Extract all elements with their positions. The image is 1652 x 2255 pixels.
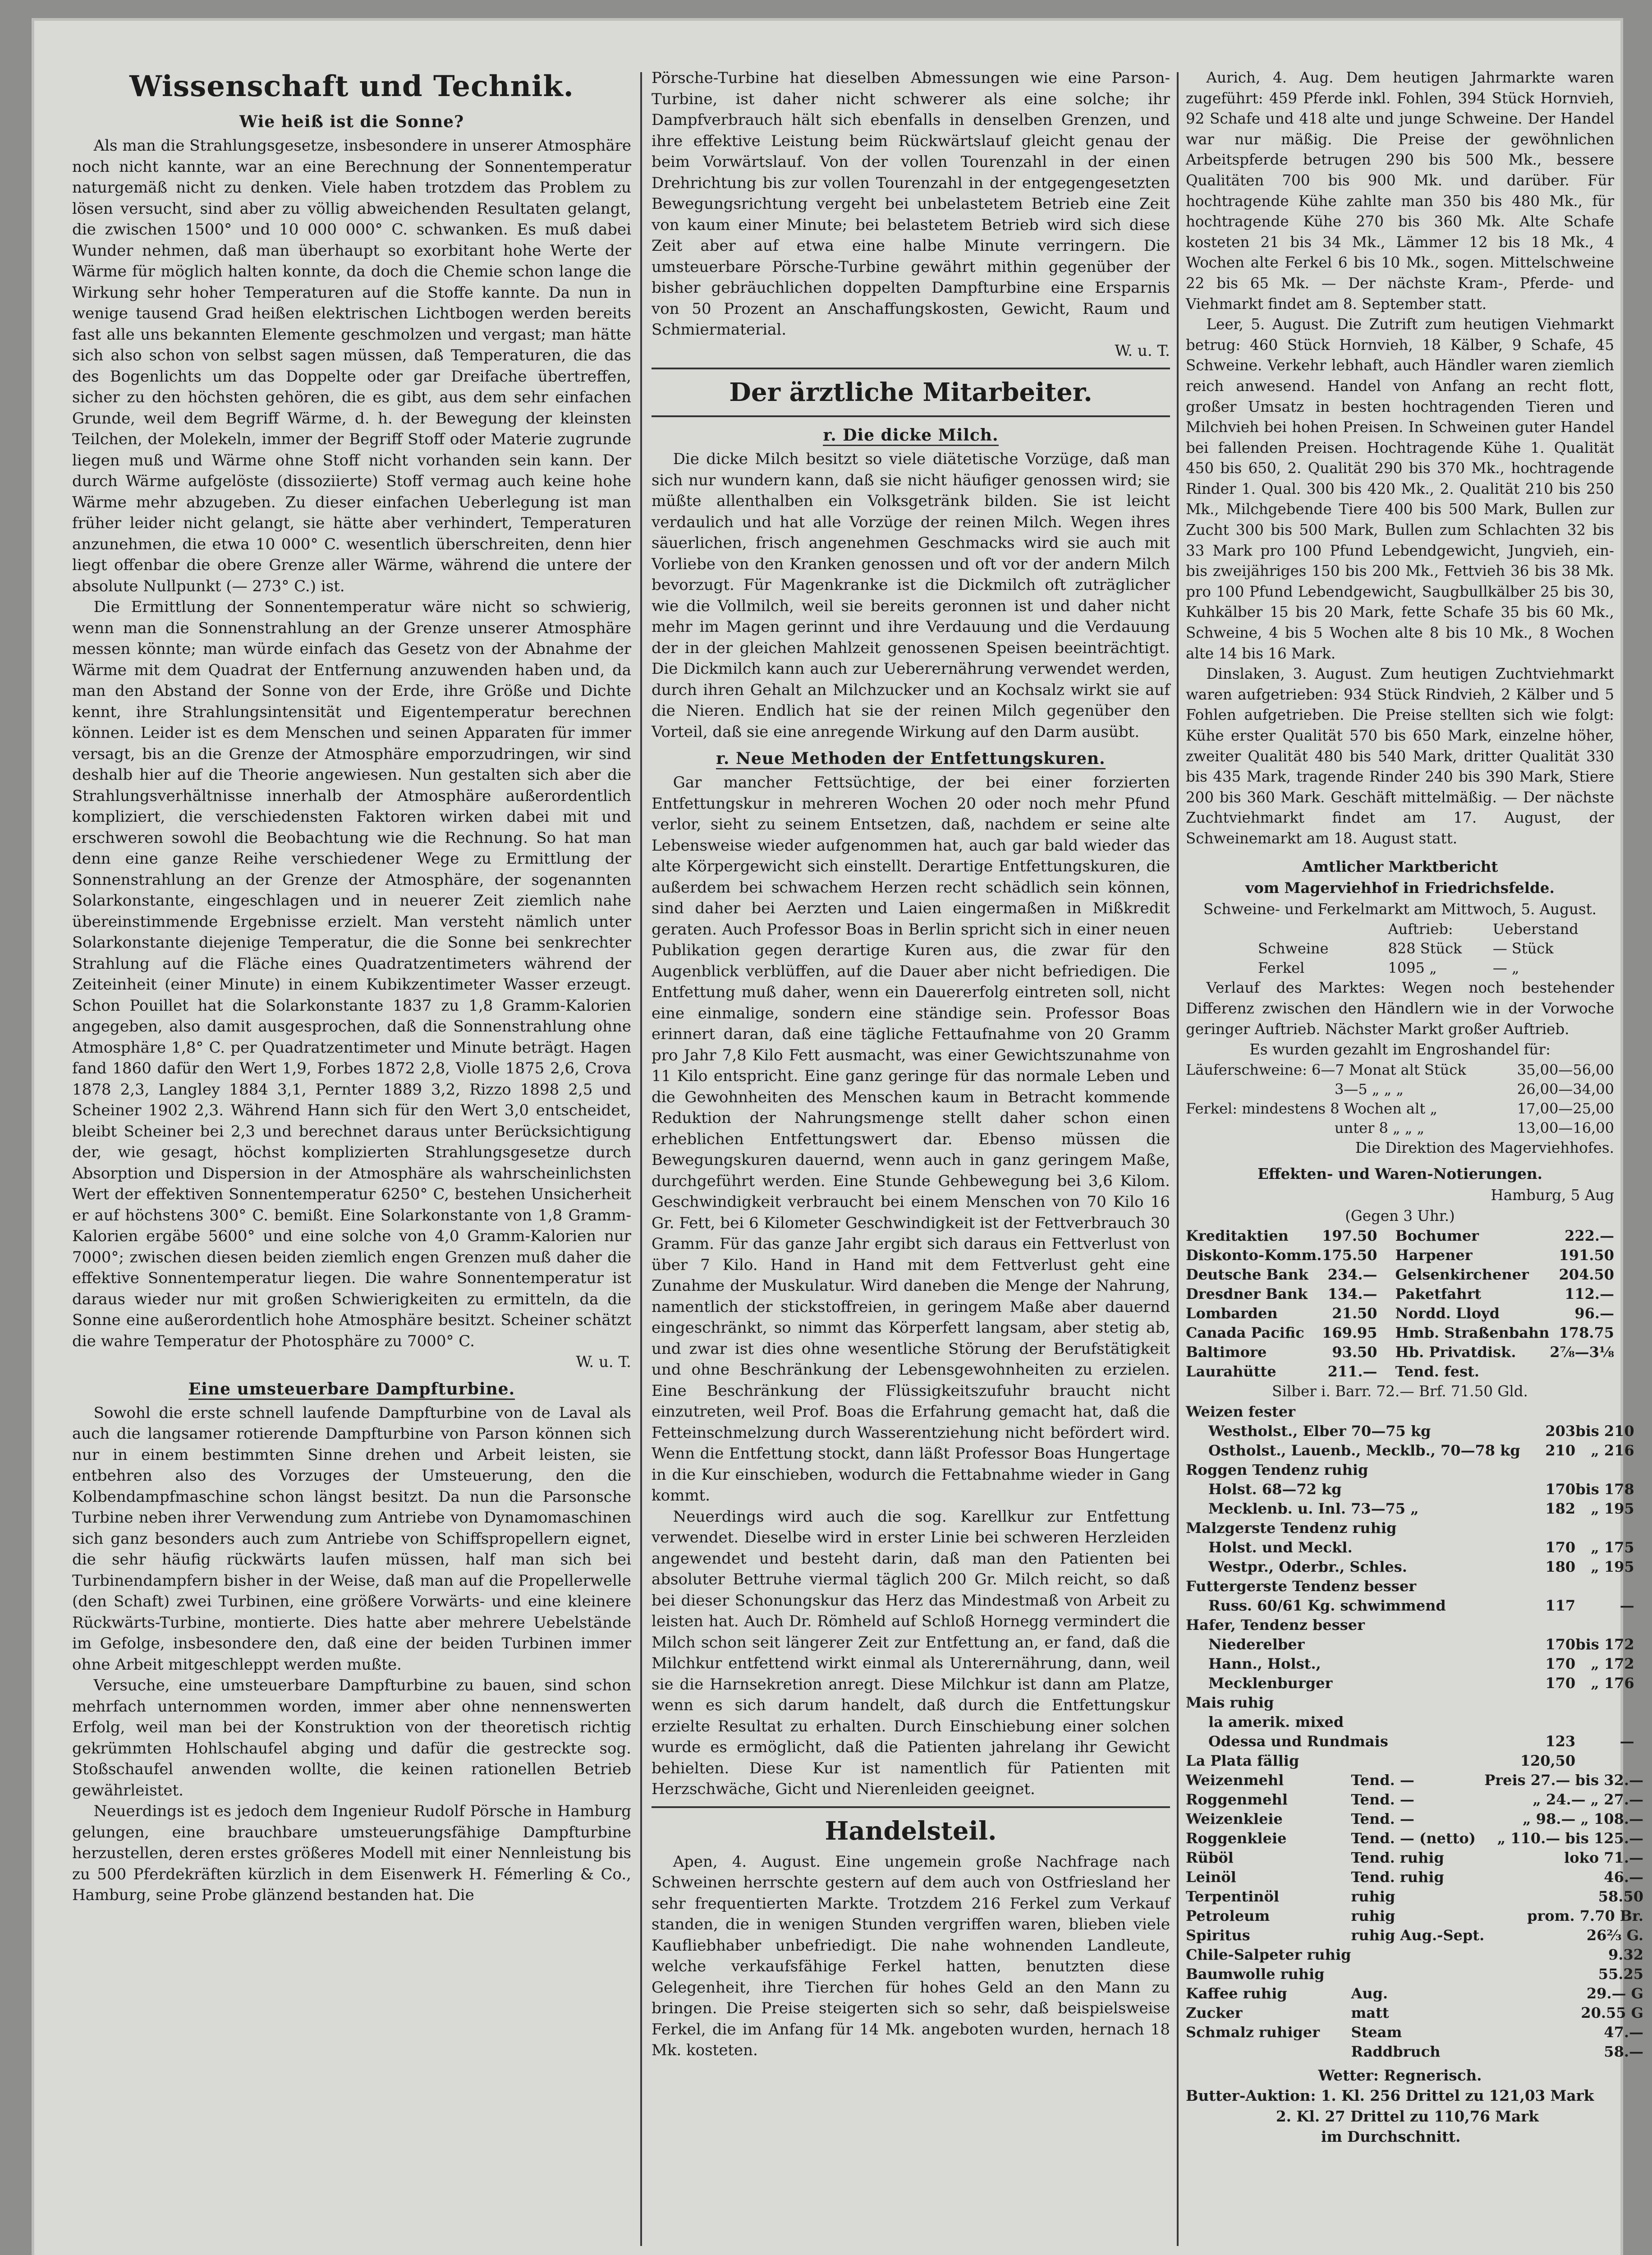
table-cell: 175.50 (1322, 1247, 1377, 1264)
table-cell: 170 (1545, 1538, 1576, 1556)
divider (652, 1806, 1170, 1808)
table-cell: — „ (1492, 959, 1519, 977)
table-cell: Mecklenb. u. Inl. 73—75 „ (1208, 1500, 1419, 1517)
article-paragraph: Gar mancher Fettsüchtige, der bei einer forzierten Entfettungskur in mehreren Wochen 20 oder noch mehr Pfund verlor, sieht zu seinem Entsetzen, daß, nachdem er seine alte Lebensweise wieder aufgenommen hat, auch gar bald wieder das alte Körpergewicht sich einstellt. Derartige Entfettungskuren, die außerdem bei schwachem Herzen recht schädlich sein können, sind daher bei Aerzten und Laien eingermaßen in Mißkredit geraten. Auch Professor Boas in Berlin spricht sich in einer neuen Publikation gegen derartige Kuren aus, die zwar für den Augenblick verblüffen, auf die Dauer aber nicht befriedigen. Die Entfettung muß daher, wenn ein Dauererfolg eintreten soll, nicht eine einmalige, sondern eine ständige sein. Professor Boas erinnert daran, daß eine tägliche Fettaufnahme von 20 Gramm pro Jahr 7,8 Kilo Fett ausmacht, was einer Gewichtszunahme von 11 Kilo entspricht. Eine ganz geringe für das normale Leben und die Gewohnheiten des Menschen kaum in Betracht kommende Reduktion der Nahrungsmenge stellt daher schon einen erheblichen Entfettungswert dar. Ebenso müssen die Bewegungskuren dauernd, wenn auch in ganz geringem Maße, durchgeführt werden. Eine Stunde Gehbewegung bei 3,6 Kilom. Geschwindigkeit verbraucht bei einem Menschen von 70 Kilo 16 Gr. Fett, bei 6 Kilometer Geschwindigkeit ist der Fettverbrauch 30 Gramm. Für das ganze Jahr ergibt sich daraus ein Fettverlust von über 7 Kilo. Hand in Hand mit dem Fettverlust geht eine Zunahme der Muskulatur. Wird daneben die Menge der Nahrung, namentlich der stickstoffreien, in geringem Maße aber dauernd eingeschränkt, so nimmt das Körperfett langsam, aber stetig ab, und zwar ist dies ohne wesentliche Störung der Berufstätigkeit und ohne Beschränkung der Lebensgewohnheiten zu erzielen. Eine Beschränkung der Flüssigkeitszufuhr braucht nicht einzutreten, weil Prof. Boas die Erfahrung gemacht hat, daß die Fetteinschmelzung durch Wasserentziehung nicht befördert wird. Wenn die Entfettung stockt, dann läßt Professor Boas Hungertage in die Kur einschieben, wodurch die Fettabnahme wieder in Gang kommt. (652, 773, 1170, 1505)
table-cell: ruhig (1351, 1887, 1395, 1905)
table-row (1186, 1080, 1614, 1099)
table-cell: 123 (1545, 1732, 1576, 1750)
table-cell: Hb. Privatdisk. (1395, 1344, 1516, 1361)
table-cell: matt (1351, 2004, 1389, 2021)
article-paragraph: Apen, 4. August. Eine ungemein große Nachfrage nach Schweinen herrschte gestern auf dem auch von Ostfriesland her sehr frequentierten Markte. Trotzdem 216 Ferkel zum Verkauf standen, die in wenigen Stunden vergriffen waren, blieben viele Kaufliebhaber unbefriedigt. Die nahe wohnenden Landleute, welche verkaufsfähige Ferkel hatten, benutzten diese Gelegenheit, ihre Tierchen für hohes Geld an den Mann zu bringen. Die Preise steigerten sich so sehr, daß beispielsweise Ferkel, die im Anfang für 14 Mk. angeboten wurden, hernach 18 Mk. kosteten. (652, 1852, 1170, 2059)
table-cell (1575, 1519, 1634, 1538)
market-report-leer: Leer, 5. August. Die Zutrift zum heutigen Viehmarkt betrug: 460 Stück Hornvieh, 18 Kälber, 9 Schafe, 45 Schweine. Verkehr lebhaft, auch Händler waren ziemlich reich anwesend. Handel von Anfang an recht flott, großer Umsatz in besten hochtragenden Tieren und Milchvieh bei hohen Preisen. In Schweinen guter Handel bei fallenden Preisen. Hochtragende Kühe 1. Qualität 450 bis 650, 2. Qualität 290 bis 370 Mk., hochtragende Rinder 1. Qual. 300 bis 420 Mk., 2. Qualität 210 bis 250 Mk., Milchgebende Tiere 400 bis 500 Mark, Bullen zur Zucht 300 bis 500 Mark, Bullen zum Schlachten 32 bis 33 Mark pro 100 Pfund Lebendgewicht, Jungvieh, ein- bis zweijähriges 150 bis 200 Mk., Fettvieh 36 bis 38 Mk. pro 100 Pfund Lebendgewicht, Saugbullkälber 25 bis 30, Kuhkälber 15 bis 20 Mark, fette Schafe 35 bis 60 Mk., Schweine, 4 bis 5 Wochen alte 8 bis 10 Mk., 8 Wochen alte 14 bis 16 Mark. (1186, 316, 1614, 662)
table-cell: 178.75 (1559, 1324, 1614, 1342)
wetter-line: Wetter: Regnerisch. (1318, 2066, 1482, 2084)
table-cell: Mecklenburger (1208, 1674, 1333, 1692)
table-cell (1575, 1460, 1634, 1480)
table-row (1186, 2003, 1643, 2023)
table-cell: „ 216 (1591, 1441, 1634, 1459)
table-cell: Tend. ruhig (1351, 1849, 1444, 1866)
table-row (1186, 1362, 1614, 1381)
table-cell (1575, 1712, 1634, 1732)
amtlich-title-2: vom Magerviehhof in Friedrichsfelde. (1245, 879, 1555, 897)
article-paragraph: Die Ermittlung der Sonnentemperatur wäre nicht so schwierig, wenn man die Sonnenstrahlung an der Grenze unserer Atmosphäre messen könnte; man würde einfach das Gesetz von der Abnahme der Wärme mit dem Quadrat der Entfernung anzuwenden haben und, da man den Abstand der Sonne von der Erde, ihre Größe und Dichte kennt, ihre Strahlungsintensität und Eigentemperatur berechnen können. Leider ist es dem Menschen und seinen Apparaten für immer versagt, bis an die Grenze der Atmosphäre emporzudringen, wir sind deshalb hier auf die Theorie angewiesen. Nun gestalten sich aber die Strahlungsverhältnisse innerhalb der Atmosphäre außerordentlich kompliziert, die verschiedensten Faktoren wirken dabei mit und erschweren sowohl die Beobachtung wie die Rechnung. So hat man denn eine ganze Reihe verschiedener Wege zu Ermittlung der Sonnenstrahlung an der Grenze der Atmosphäre, der sogenannten Solarkonstante, eingeschlagen und in neuerer Zeit ziemlich nahe übereinstimmende Ergebnisse erzielt. Man versteht nämlich unter Solarkonstante diejenige Temperatur, die die Sonne bei senkrechter Strahlung auf die Fläche eines Quadratzentimeters während der Zeiteinheit (einer Minute) in einem Kubikzentimeter Wasser erzeugt. Schon Pouillet hat die Solarkonstante 1837 zu 1,8 Gramm-Kalorien angegeben, also damit ausgesprochen, daß die Sonnenstrahlung ohne Atmosphäre 1,8° C. per Quadratzentimeter und Minute beträgt. Hagen fand 1860 dafür den Wert 1,9, Forbes 1872 2,8, Violle 1875 2,6, Crova 1878 2,3, Langley 1884 3,1, Pernter 1889 3,2, Rizzo 1898 2,5 und Scheiner 1902 2,3. Während Hann sich für den Wert 3,0 entscheidet, bleibt Scheiner bei 2,3 und berechnet daraus unter Berücksichtigung der, wie gesagt, höchst komplizierten Strahlungsgesetze durch Absorption und Dispersion in der Atmosphäre als wahrscheinlichsten Wert der effektiven Sonnentemperatur 6250° C, bestehen Unsicherheit er auf höchstens 300° C. bemißt. Eine Solarkonstante von 1,8 Gramm-Kalorien ergäbe 5600° und eine solche von 4,0 Gramm-Kalorien nur 7000°; zwischen diesen beiden ziemlich engen Grenzen muß daher die effektive Sonnentemperatur liegen. Die wahre Sonnentemperatur ist daraus wieder nur mit großen Schwierigkeiten zu ermitteln, da die Sonne eine außerordentlich hohe Atmosphäre besitzt. Scheiner schätzt die wahre Temperatur der Photosphäre zu 7000° C. (72, 598, 631, 1350)
table-cell: Rüböl (1186, 1849, 1234, 1866)
price-table (1186, 1060, 1614, 1138)
table-cell: — (1620, 1732, 1634, 1750)
table-row (1186, 1712, 1634, 1732)
table-row (1186, 1118, 1614, 1138)
effekten-title: Effekten- und Waren-Notierungen. (1257, 1165, 1542, 1183)
table-cell: 46.— (1604, 1868, 1643, 1886)
table-row (1186, 1284, 1614, 1304)
table-row (1186, 2042, 1643, 2062)
divider (652, 415, 1170, 417)
table-cell: Roggenmehl (1186, 1790, 1288, 1808)
table-cell (1186, 920, 1388, 939)
amtlich-bezahlt: Es wurden gezahlt im Engroshandel für: (1249, 1041, 1551, 1058)
table-cell: Lombarden (1186, 1305, 1278, 1322)
table-cell: Deutsche Bank (1186, 1266, 1308, 1284)
table-row (1186, 1304, 1614, 1323)
table-cell: 47.— (1604, 2023, 1643, 2041)
market-report-dinslaken: Dinslaken, 3. August. Zum heutigen Zuchtviehmarkt waren aufgetrieben: 934 Stück Rindvieh, 2 Kälber und 5 Fohlen aufgetrieben. Die Preise stellten sich wie folgt: Kühe erster Qualität 570 bis 650 Mark, einzelne höher, zweiter Qualität 480 bis 540 Mark, dritter Qualität 330 bis 435 Mark, tragende Rinder 240 bis 390 Mark, Stiere 200 bis 360 Mark. Geschäft mittelmäßig. — Der nächste Zuchtviehmarkt findet am 17. August, der Schweinemarkt am 18. August statt. (1186, 665, 1614, 847)
table-row (1186, 1519, 1634, 1538)
table-cell: Weizenkleie (1186, 1810, 1283, 1827)
table-cell: 169.95 (1322, 1324, 1377, 1342)
table-row (1186, 1441, 1634, 1460)
amtlich-subtitle: Schweine- und Ferkelmarkt am Mittwoch, 5. August. (1203, 900, 1597, 918)
article-signature: W. u. T. (576, 1353, 631, 1371)
column-rule (640, 72, 642, 2246)
table-cell: Holst. und Meckl. (1208, 1538, 1353, 1556)
table-cell: Preis 27.— bis 32.— (1484, 1771, 1643, 1789)
amtlich-signature: Die Direktion des Magerviehhofes. (1355, 1139, 1614, 1156)
table-cell: Baltimore (1186, 1344, 1267, 1361)
table-row (1186, 1402, 1634, 1422)
table-cell (1575, 1615, 1634, 1635)
table-row (1186, 1596, 1634, 1615)
table-cell: Malzgerste Tendenz ruhig (1186, 1519, 1397, 1537)
table-cell (1575, 1693, 1634, 1712)
table-cell: Tend. ruhig (1351, 1868, 1444, 1886)
table-cell: Tend. fest. (1395, 1363, 1480, 1381)
table-cell: Hann., Holst., (1208, 1655, 1321, 1672)
table-cell (1520, 1693, 1575, 1712)
table-cell: Futtergerste Tendenz besser (1186, 1577, 1417, 1595)
table-cell: 9.32 (1608, 1946, 1643, 1963)
table-cell: Harpener (1395, 1247, 1473, 1264)
table-cell: Holst. 68—72 kg (1208, 1480, 1342, 1498)
article-paragraph: Neuerdings ist es jedoch dem Ingenieur Rudolf Pörsche in Hamburg gelungen, eine brauchbare umsteuerungsfähige Dampfturbine herzustellen, deren erstes größeres Modell mit einer Nennleistung bis zu 500 Pferdekräften kürzlich in dem Eisenwerk H. Fémerling & Co., Hamburg, seine Probe glänzend bestanden hat. Die (72, 1802, 631, 1904)
column-3 (1186, 68, 1643, 2250)
table-row (1186, 1984, 1643, 2003)
table-cell: 29.— G (1586, 1984, 1643, 2002)
table-cell: ruhig (1351, 1907, 1395, 1924)
waren-table (1186, 1402, 1634, 1771)
table-cell: — Stück (1492, 940, 1554, 957)
table-row (1186, 1926, 1643, 1945)
table-cell: — (1620, 1597, 1634, 1614)
article-title-milch (652, 423, 1170, 447)
table-cell: loko 71.— (1564, 1849, 1643, 1866)
table-cell: Kreditaktien (1186, 1227, 1289, 1245)
table-row (1186, 1099, 1614, 1118)
table-cell: Laurahütte (1186, 1363, 1276, 1381)
table-cell: 21.50 (1332, 1305, 1377, 1322)
table-cell: Schweine (1258, 940, 1329, 957)
table-row (1186, 1809, 1643, 1829)
column-2 (652, 68, 1170, 2250)
table-cell: 20.55 G (1581, 2004, 1643, 2021)
table-row (1186, 1460, 1634, 1480)
table-cell: 1095 „ (1388, 959, 1437, 977)
butter-line-3: im Durchschnitt. (1321, 2128, 1461, 2146)
table-cell: 96.— (1574, 1305, 1614, 1322)
table-cell: Westpr., Oderbr., Schles. (1208, 1558, 1407, 1575)
table-cell: 197.50 (1322, 1227, 1377, 1245)
table-row (1186, 1499, 1634, 1519)
table-row (1186, 1654, 1634, 1674)
table-cell (1351, 1945, 1484, 1965)
table-cell: 170 (1545, 1635, 1576, 1653)
table-cell: Bochumer (1395, 1227, 1479, 1245)
column-rule (1177, 72, 1179, 2246)
table-row (1186, 1635, 1634, 1654)
table-row (1186, 1615, 1634, 1635)
table-cell (1575, 1577, 1634, 1596)
table-cell: Schmalz ruhiger (1186, 2023, 1320, 2041)
table-cell (1351, 1965, 1484, 1984)
table-row (1186, 939, 1614, 958)
table-cell: 222.— (1565, 1227, 1614, 1245)
article-title-entfettung (652, 747, 1170, 770)
table-cell (1520, 1402, 1575, 1422)
article-title-dampfturbine (72, 1377, 631, 1401)
table-cell: bis 178 (1575, 1480, 1634, 1498)
table-cell: unter 8 „ „ „ (1335, 1119, 1425, 1137)
article-paragraph: Neuerdings wird auch die sog. Karellkur zur Entfettung verwendet. Dieselbe wird in erster Linie bei schweren Herzleiden angewendet und besteht darin, daß man den Patienten bei absoluter Bettruhe viermal täglich 200 Gr. Milch reicht, so daß bei dieser Schonungskur das Herz das Mindestmaß von Arbeit zu leisten hat. Auch Dr. Römheld auf Schloß Hornegg vermindert die Milch schon seit längerer Zeit zur Entfettung an, er fand, daß die Milchkur entfettend wirkt einmal als Unterernährung, dann, weil sie die Harnsekretion anregt. Diese Milchkur ist dann am Platze, wenn es sich darum handelt, daß durch die Entfettungskur erzielte Resultat zu erhalten. Durch Einschiebung einer solchen wurde es ermöglicht, daß die Patienten jahrelang ihr Gewicht behielten. Diese Kur ist namentlich für Patienten mit Herzschwäche, Gicht und Nierenleiden geeignet. (652, 1507, 1170, 1798)
table-cell: „ 24.— „ 27.— (1533, 1790, 1643, 1808)
table-cell: 58.— (1604, 2043, 1643, 2060)
table-row (1186, 1343, 1614, 1362)
table-row (1186, 1848, 1643, 1868)
divider (652, 368, 1170, 369)
butter-line-1: Butter-Auktion: 1. Kl. 256 Drittel zu 121,03 Mark (1186, 2087, 1594, 2105)
table-cell: Terpentinöl (1186, 1887, 1280, 1905)
article-paragraph: Pörsche-Turbine hat dieselben Abmessungen wie eine Parson-Turbine, ist daher nicht schwerer als eine solche; ihr Dampfverbrauch hält sich ebenfalls in denselben Grenzen, und ihre effektive Leistung beim Rückwärtslauf gleicht genau der beim Vorwärtslauf. Von der vollen Tourenzahl in der einen Drehrichtung bis zur vollen Tourenzahl in der entgegengesetzten Bewegungsrichtung vergeht bei unbelastetem Betrieb eine Zeit von kaum einer Minute; bei belastetem Betrieb wird sich diese Zeit aber auf etwa eine halbe Minute verringern. Die umsteuerbare Pörsche-Turbine gewährt mithin gegenüber der bisher gebräuchlichen doppelten Dampfturbine eine Ersparnis von 50 Prozent an Anschaffungskosten, Gewicht, Raum und Schmiermaterial. (652, 69, 1170, 339)
effekten-table (1186, 1226, 1614, 1381)
table-cell: Aug. (1351, 1984, 1388, 2002)
table-row (1186, 958, 1614, 978)
effekten-time: (Gegen 3 Uhr.) (1345, 1207, 1455, 1224)
table-cell: Ferkel (1258, 959, 1305, 977)
table-cell: Läuferschweine: 6—7 Monat alt Stück (1186, 1061, 1466, 1078)
table-cell: Tend. — (netto) (1351, 1829, 1476, 1847)
column-1 (72, 68, 631, 2250)
table-row (1186, 1577, 1634, 1596)
table-row (1186, 1674, 1634, 1693)
table-cell: 13,00—16,00 (1517, 1119, 1614, 1137)
market-report-aurich: Aurich, 4. Aug. Dem heutigen Jahrmarkte waren zugeführt: 459 Pferde inkl. Fohlen, 394 Stück Hornvieh, 92 Schafe und 418 alte und junge Schweine. Der Handel war nur mäßig. Die Preise der gewöhnlichen Arbeitspferde betrugen 290 bis 500 Mk., bessere Qualitäten 700 bis 900 Mk. und darüber. Für hochtragende Kühe zahlte man 350 bis 480 Mk., für hochtragende Kühe 270 bis 360 Mk. Alte Schafe kosteten 21 bis 34 Mk., Lämmer 12 bis 18 Mk., 4 Wochen alte Ferkel 6 bis 10 Mk., sogen. Mittelschweine 22 bis 65 Mk. — Der nächste Kram-, Pferde- und Viehmarkt findet am 8. September statt. (1186, 69, 1614, 313)
table-row (1186, 1906, 1643, 1926)
table-cell: Nordd. Lloyd (1395, 1305, 1500, 1322)
table-row (1186, 1422, 1634, 1441)
table-row (1186, 1751, 1634, 1771)
table-row (1186, 1246, 1614, 1265)
table-cell: Weizenmehl (1186, 1771, 1284, 1789)
table-cell (1575, 1402, 1634, 1422)
butter-line-2: 2. Kl. 27 Drittel zu 110,76 Mark (1276, 2107, 1539, 2125)
table-cell: 211.— (1327, 1363, 1377, 1381)
article-paragraph: Die dicke Milch besitzt so viele diätetische Vorzüge, daß man sich nur wundern kann, daß sie nicht häufiger genossen wird; sie müßte allenthalben ein Volksgetränk bilden. Sie ist leicht verdaulich und hat alle Vorzüge der reinen Milch. Wegen ihres säuerlichen, frisch angenehmen Geschmacks wird sie auch mit Vorliebe von den Kranken genossen und oft vor der andern Milch bevorzugt. Für Magenkranke ist die Dickmilch oft zuträglicher wie die Vollmilch, weil sie bereits geronnen ist und daher nicht mehr im Magen gerinnt und ihre Verdauung und die Verdauung der in der gleichen Mahlzeit genossenen Speisen beeinträchtigt. Die Dickmilch kann auch zur Ueberernährung verwendet werden, durch ihren Gehalt an Milchzucker und an Kochsalz wirkt sie auf die Nieren. Endlich hat sie der reinen Milch gegenüber den Vorteil, daß sie eine anregende Wirkung auf den Darm ausübt. (652, 450, 1170, 741)
table-cell: Canada Pacific (1186, 1324, 1304, 1342)
table-row (1186, 1693, 1634, 1712)
table-cell: Chile-Salpeter ruhig (1186, 1946, 1351, 1963)
table-row (1186, 1557, 1634, 1577)
table-cell: Petroleum (1186, 1907, 1270, 1924)
table-cell: 134.— (1327, 1285, 1377, 1303)
table-cell: Tend. — (1351, 1790, 1414, 1808)
table-cell: Spiritus (1186, 1926, 1250, 1944)
table-row (1186, 1538, 1634, 1557)
table-cell (1186, 2042, 1351, 2062)
newspaper-page (32, 18, 1643, 2255)
table-cell: Kaffee ruhig (1186, 1984, 1287, 2002)
article-title-text: r. Neue Methoden der Entfettungskuren. (716, 749, 1105, 769)
table-cell: 210 (1545, 1441, 1576, 1459)
table-cell: 58.50 (1598, 1887, 1643, 1905)
table-cell: Leinöl (1186, 1868, 1236, 1886)
amtlich-verlauf: Verlauf des Marktes: Wegen noch bestehender Differenz zwischen den Händlern wie in der Vorwoche geringer Auftrieb. Nächster Markt großer Auftrieb. (1186, 979, 1614, 1038)
table-cell: „ 110.— bis 125.— (1497, 1829, 1643, 1847)
amtlich-title: Amtlicher Marktbericht (1302, 857, 1498, 875)
table-row (1186, 1868, 1643, 1887)
table-cell: „ 195 (1591, 1558, 1634, 1575)
table-row (1186, 1226, 1614, 1246)
table-row (1186, 1945, 1643, 1965)
table-cell: 35,00—56,00 (1517, 1061, 1614, 1078)
article-title-text: r. Die dicke Milch. (823, 426, 998, 446)
table-cell: 828 Stück (1388, 940, 1462, 957)
table-cell: Tend. — (1351, 1810, 1414, 1827)
table-cell: „ 176 (1591, 1674, 1634, 1692)
article-paragraph: Sowohl die erste schnell laufende Dampfturbine von de Laval als auch die langsamer rotierende Dampfturbine von Parson können sich nur in einem bestimmten Sinne drehen und Arbeit leisten, sie entbehren also des Vorzuges der Umsteuerung, den die Kolbendampfmaschine schon längst besitzt. Da nun die Parsonsche Turbine neben ihrer Verwendung zum Antriebe von Dynamomaschinen sich ganz besonders auch zum Antriebe von Schiffspropellern eignet, die sehr häufig rückwärts laufen müssen, half man sich bei Turbinendampfern bisher in der Weise, daß man auf die Propellerwelle (den Schaft) zwei Turbinen, eine größere Vorwärts- und eine kleinere Rückwärts-Turbine, montierte. Dies hatte aber mehrere Uebelstände im Gefolge, insbesondere den, daß eine der beiden Turbinen immer ohne Arbeit mitgeschleppt werden mußte. (72, 1404, 631, 1674)
table-cell: 26,00—34,00 (1517, 1080, 1614, 1098)
table-row (1186, 1965, 1643, 1984)
table-cell: 170 (1545, 1674, 1576, 1692)
table-cell: Roggen Tendenz ruhig (1186, 1461, 1368, 1478)
table-row (1186, 1829, 1643, 1848)
table-cell: Roggenkleie (1186, 1829, 1287, 1847)
table-cell: 55.25 (1598, 1965, 1643, 1983)
table-cell: 191.50 (1559, 1247, 1614, 1264)
table-cell (1520, 1519, 1575, 1538)
table-cell (1520, 1615, 1575, 1635)
table-row (1186, 2023, 1643, 2042)
article-title-text: Eine umsteuerbare Dampfturbine. (188, 1380, 515, 1400)
table-cell: Niederelber (1208, 1635, 1305, 1653)
table-cell (1575, 1751, 1634, 1771)
table-cell: Raddbruch (1351, 2043, 1441, 2060)
table-cell: 120,50 (1520, 1752, 1576, 1769)
table-cell: 204.50 (1559, 1266, 1614, 1284)
table-cell: Westholst., Elber 70—75 kg (1208, 1422, 1431, 1440)
table-cell: „ 172 (1591, 1655, 1634, 1672)
table-cell: 180 (1545, 1558, 1576, 1575)
table-cell: 170 (1545, 1655, 1576, 1672)
table-cell: Baumwolle ruhig (1186, 1965, 1325, 1983)
table-cell: Ueberstand (1492, 920, 1579, 938)
table-cell: 203 (1545, 1422, 1576, 1440)
section-title-wissenschaft: Wissenschaft und Technik. (129, 69, 574, 103)
table-cell: Hmb. Straßenbahn (1395, 1324, 1550, 1342)
table-cell (1520, 1577, 1575, 1596)
table-cell: bis 172 (1575, 1635, 1634, 1653)
table-row (1186, 1480, 1634, 1499)
table-cell: Mais ruhig (1186, 1694, 1274, 1711)
table-cell (1520, 1460, 1575, 1480)
table-cell: Zucker (1186, 2004, 1243, 2021)
silber-line: Silber i. Barr. 72.— Brf. 71.50 Gld. (1272, 1383, 1528, 1400)
table-row (1186, 1732, 1634, 1751)
table-cell: Gelsenkirchener (1395, 1266, 1529, 1284)
section-title-aerztlich: Der ärztliche Mitarbeiter. (729, 377, 1092, 407)
produkte-table (1186, 1771, 1643, 2062)
table-cell: „ 98.— „ 108.— (1523, 1810, 1643, 1827)
table-cell: 3—5 „ „ „ (1335, 1080, 1404, 1098)
table-cell: Tend. — (1351, 1771, 1414, 1789)
table-row (1186, 920, 1614, 939)
table-row (1186, 1790, 1643, 1809)
table-cell: 182 (1545, 1500, 1576, 1517)
table-cell: 234.— (1327, 1266, 1377, 1284)
table-cell (1550, 1362, 1614, 1381)
article-signature: W. u. T. (1115, 341, 1170, 360)
table-cell: Ferkel: mindestens 8 Wochen alt „ (1186, 1100, 1437, 1117)
table-cell (1520, 1712, 1575, 1732)
table-cell: Odessa und Rundmais (1208, 1732, 1388, 1750)
table-cell: Paketfahrt (1395, 1285, 1482, 1303)
table-cell: 117 (1545, 1597, 1576, 1614)
table-cell: 17,00—25,00 (1517, 1100, 1614, 1117)
table-cell: la amerik. mixed (1208, 1713, 1344, 1730)
table-cell: Steam (1351, 2023, 1402, 2041)
table-cell: bis 210 (1575, 1422, 1634, 1440)
table-cell: 170 (1545, 1480, 1576, 1498)
table-cell: „ 195 (1591, 1500, 1634, 1517)
table-cell: „ 175 (1591, 1538, 1634, 1556)
table-row (1186, 1265, 1614, 1284)
table-row (1186, 1771, 1643, 1790)
effekten-place: Hamburg, 5 Aug (1491, 1186, 1614, 1204)
table-cell: Ostholst., Lauenb., Mecklb., 70—78 kg (1208, 1441, 1520, 1459)
table-cell: 26⅔ G. (1586, 1926, 1643, 1944)
table-cell: Russ. 60/61 Kg. schwimmend (1208, 1597, 1446, 1614)
auftrieb-table (1186, 920, 1614, 978)
table-cell: ruhig Aug.-Sept. (1351, 1926, 1485, 1944)
table-cell: 93.50 (1332, 1344, 1377, 1361)
table-cell: 2⅞—3⅛ (1550, 1344, 1614, 1361)
table-cell: Diskonto-Komm. (1186, 1247, 1322, 1264)
table-cell: La Plata fällig (1186, 1752, 1299, 1769)
section-title-handelsteil: Handelsteil. (825, 1816, 997, 1846)
table-cell: Dresdner Bank (1186, 1285, 1308, 1303)
table-row (1186, 1323, 1614, 1343)
article-paragraph: Als man die Strahlungsgesetze, insbesondere in unserer Atmosphäre noch nicht kannte, war an eine Berechnung der Sonnentemperatur naturgemäß nicht zu denken. Viele haben trotzdem das Problem zu lösen versucht, sind aber zu völlig abweichenden Resultaten gelangt, die zwischen 1500° und 10 000 000° C. schwanken. Es muß dabei Wunder nehmen, daß man überhaupt so exorbitant hohe Werte der Wärme für möglich halten konnte, da doch die Chemie schon lange die Wirkung sehr hoher Temperaturen auf die Stoffe kannte. Da nun in wenige tausend Grad heißen elektrischen Lichtbogen werden bereits fast alle uns bekannten Elemente geschmolzen und vergast; man hätte sich also schon von selbst sagen müssen, daß Temperaturen, die das des Bogenlichts um das Doppelte oder gar Dreifache übertreffen, sicher zu den höchsten gehören, die es gibt, aus dem sehr einfachen Grunde, weil dem Begriff Wärme, d. h. der Bewegung der kleinsten Teilchen, der Molekeln, immer der Begriff Stoff oder Materie zugrunde liegen muß und Wärme ohne Stoff nicht vorhanden sein kann. Der durch Wärme aufgelöste (dissoziierte) Stoff vermag auch keine hohe Wärme mehr abzugeben. Zu dieser einfachen Ueberlegung ist man früher leider nicht gelangt, sie hätte aber verhindert, Temperaturen anzunehmen, die etwa 10 000° C. wesentlich überschreiten, denn hier liegt offenbar die obere Grenze aller Wärme, während die untere der absolute Nullpunkt (— 273° C.) ist. (72, 137, 631, 595)
table-cell: Weizen fester (1186, 1403, 1295, 1420)
table-cell: Hafer, Tendenz besser (1186, 1616, 1365, 1634)
table-row (1186, 1060, 1614, 1080)
table-row (1186, 1887, 1643, 1906)
article-title-sonne: Wie heiß ist die Sonne? (239, 112, 464, 131)
article-paragraph: Versuche, eine umsteuerbare Dampfturbine zu bauen, sind schon mehrfach unternommen worden, immer aber ohne nennenswerten Erfolg, weil man bei der Konstruktion von der theoretisch richtig gekrümmten Hohlschaufel abging und dafür die gestreckte sog. Stoßschaufel anwenden wollte, die keinen rationellen Betrieb gewährleistet. (72, 1676, 631, 1799)
table-cell: prom. 7.70 Br. (1527, 1907, 1643, 1924)
table-cell: 112.— (1565, 1285, 1614, 1303)
table-cell: Auftrieb: (1388, 920, 1453, 938)
